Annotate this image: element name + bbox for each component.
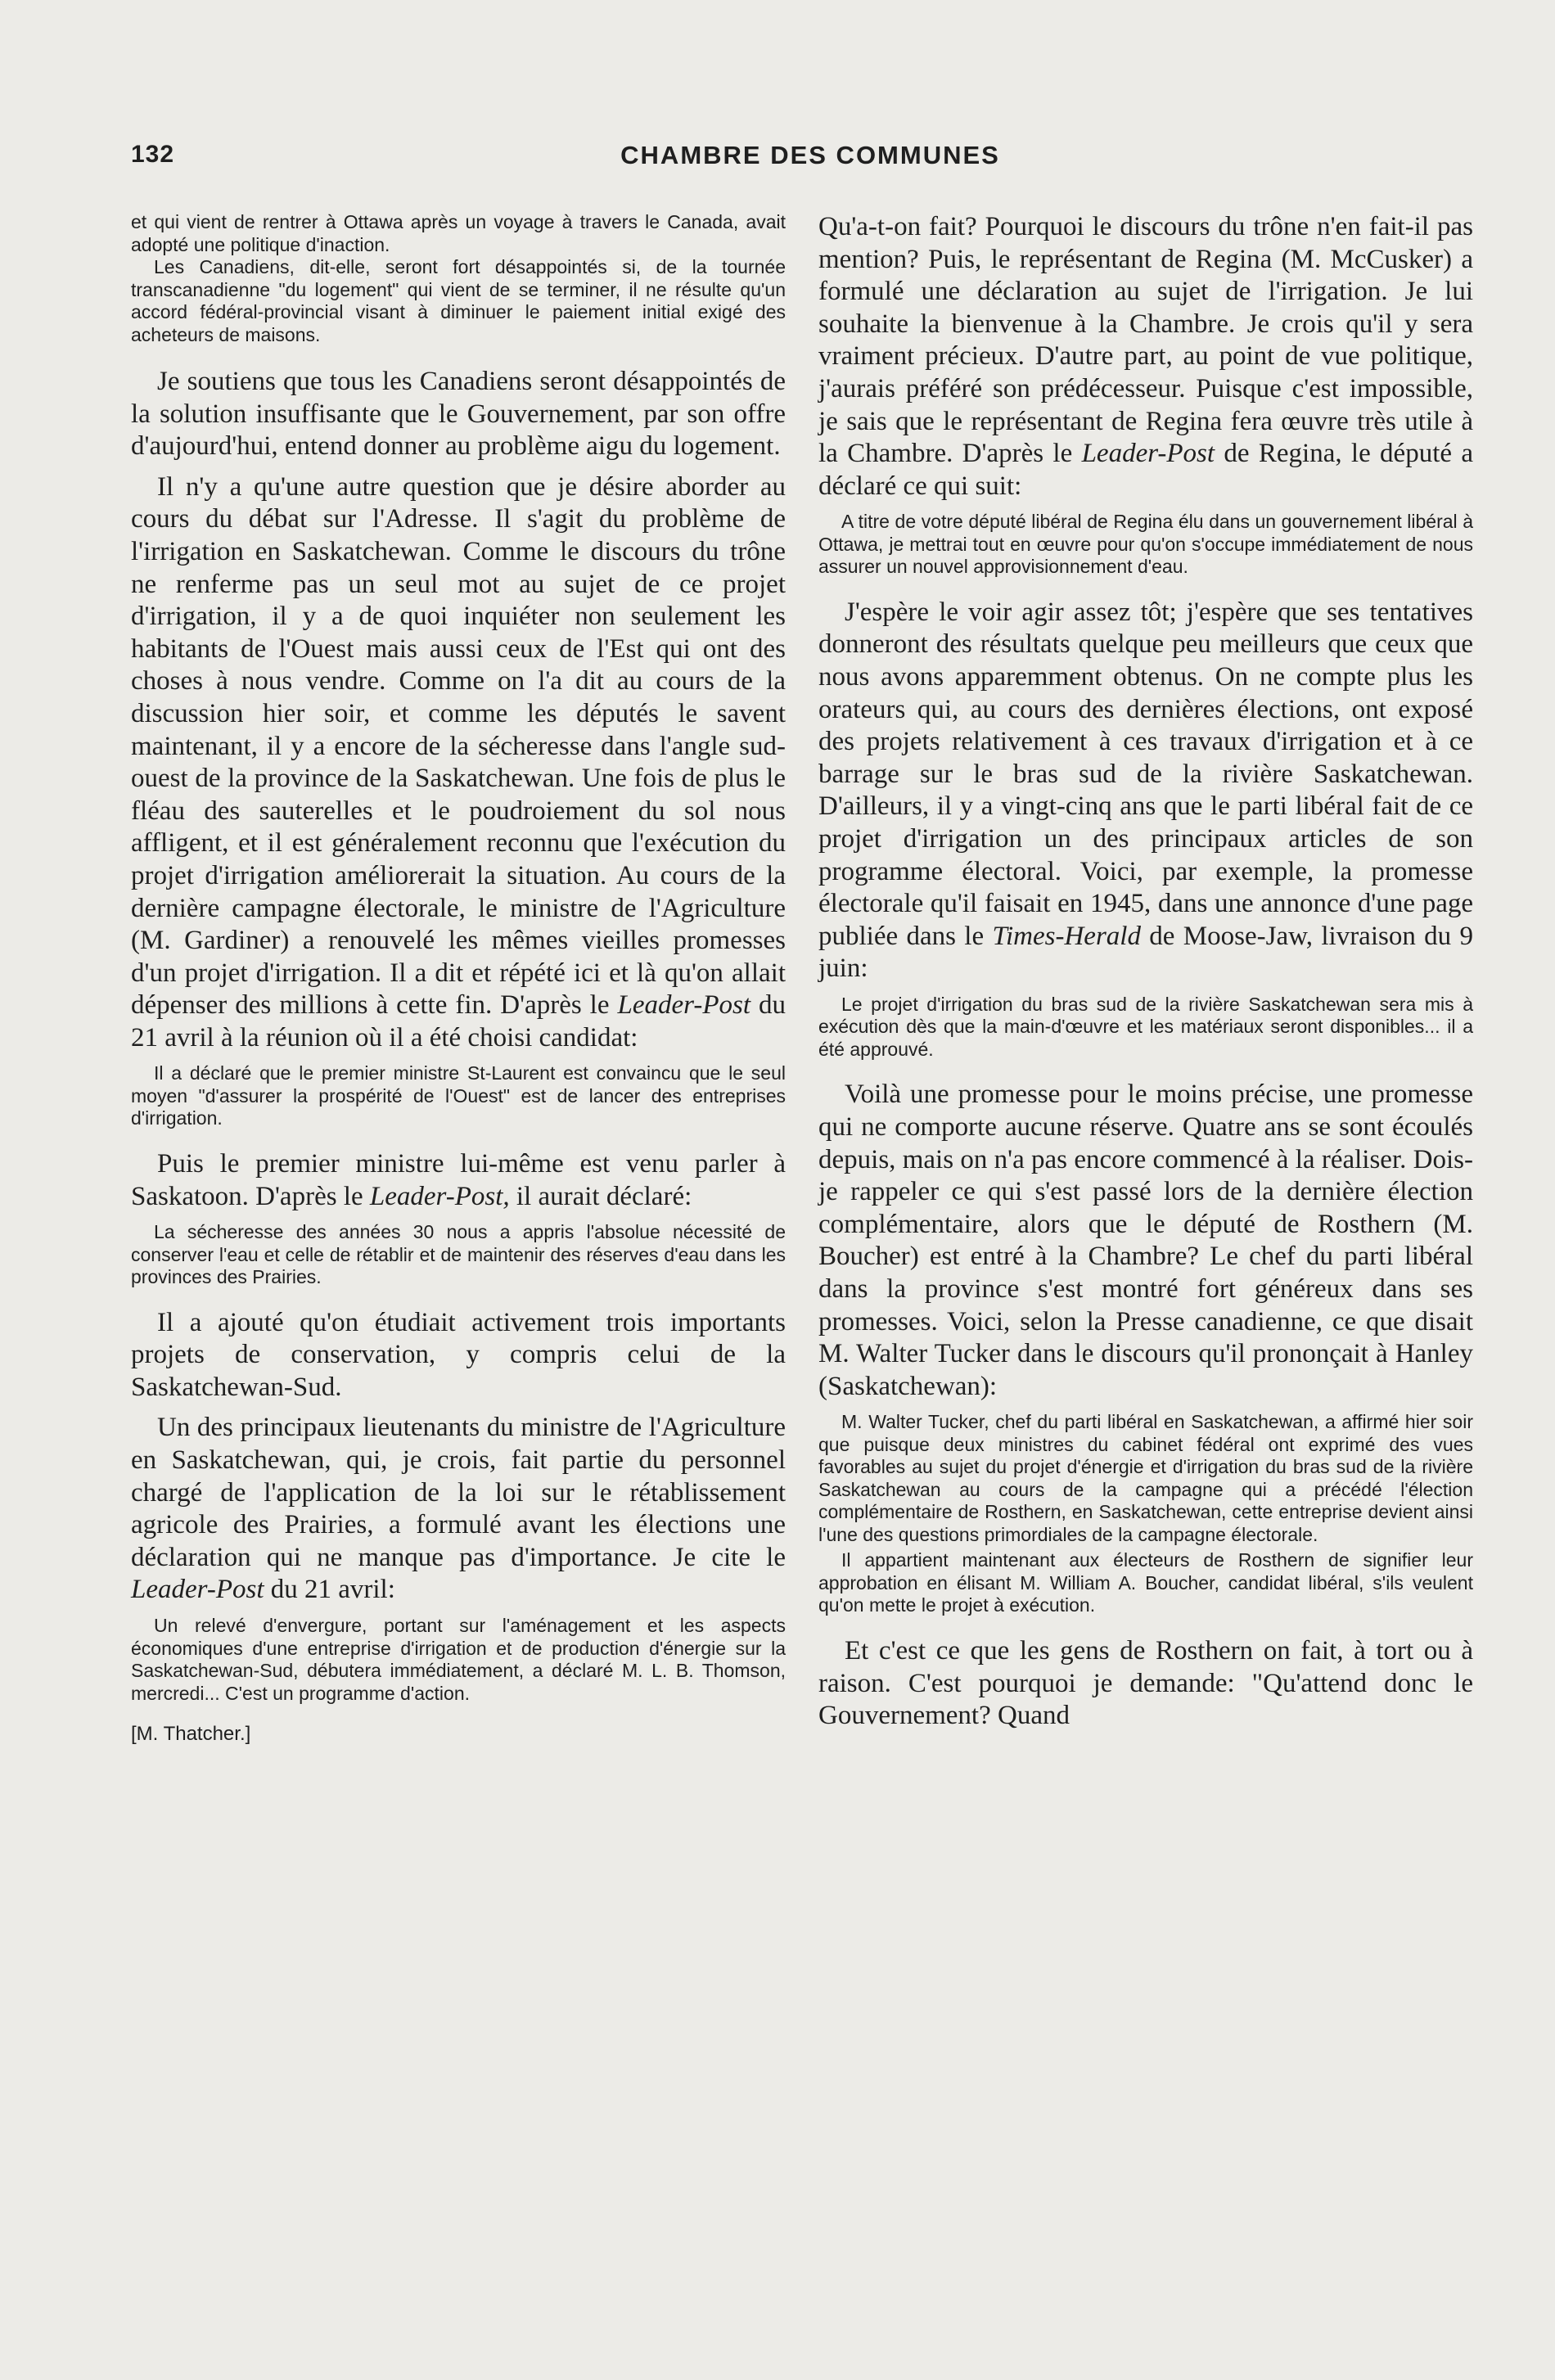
quote-paragraph: Un relevé d'envergure, portant sur l'aménagement et les aspects économiques d'une entreprise d'irrigation et de production d'énergie sur la Saskatchewan-Sud, débutera immédiatement, a déclaré M. L. B. Thomson, mercredi... C'est un programme d'action. (131, 1615, 786, 1704)
text-run: de Moose-Jaw, livraison du 9 juin: (818, 921, 1474, 984)
left-column (131, 211, 786, 1746)
quote-paragraph: Le projet d'irrigation du bras sud de la rivière Saskatchewan sera mis à exécution dès que la main-d'œuvre et les matériaux seront disponibles... il a été approuvé. (818, 993, 1473, 1060)
quote-paragraph: A titre de votre député libéral de Regina élu dans un gouvernement libéral à Ottawa, je mettrai tout en œuvre pour qu'on s'occupe immédiatement de nous assurer un nouvel approvisionnement d'eau. (818, 511, 1473, 578)
body-paragraph-irrigation (131, 471, 786, 1055)
body-paragraph (818, 597, 1473, 985)
quote-block (818, 1411, 1473, 1617)
quote-block (131, 1221, 786, 1289)
text-run: il aurait déclaré: (516, 1181, 692, 1211)
quote-continuation: et qui vient de rentrer à Ottawa après un voyage à travers le Canada, avait adopté une politique d'inaction. (131, 211, 786, 255)
running-head: CHAMBRE DES COMMUNES (620, 141, 1000, 169)
newspaper-title: Leader-Post (617, 990, 750, 1021)
text-run: Il n'y a qu'une autre question que je désire aborder au cours du débat sur l'Adresse. Il s'agit du problème de l'irrigation en Saskatchewan. Comme le discours du trône ne renferme pas un seul mot au sujet de ce projet d'irrigation, il y a de quoi inquiéter non seulement les habitants de l'Ouest mais aussi ceux de l'Est qui ont des choses à nous vendre. Comme on l'a dit au cours de la discussion hier soir, et comme les députés le savent maintenant, il y a encore de la sécheresse dans l'angle sud-ouest de la province de la Saskatchewan. Une fois de plus le fléau des sauterelles et le poudroiement du sol nous affligent, et il est généralement reconnu que l'exécution du projet d'irrigation améliorerait la situation. Au cours de la dernière campagne électorale, le ministre de l'Agriculture (M. Gardiner) a renouvelé les mêmes vieilles promesses d'un projet d'irrigation. Il a dit et répété ici et là qu'on allait dépenser des millions à cette fin. D'après le (131, 471, 786, 1021)
page-number: 132 (131, 141, 175, 168)
body-paragraph (131, 1412, 786, 1607)
quote-paragraph: Il appartient maintenant aux électeurs de Rosthern de signifier leur approbation en élisant M. William A. Boucher, candidat libéral, s'ils veulent qu'on mette le projet à exécution. (818, 1549, 1473, 1616)
text-run: du 21 avril: (270, 1575, 395, 1605)
quote-block (131, 1062, 786, 1130)
quote-block (818, 511, 1473, 579)
quote-paragraph: Il a déclaré que le premier ministre St-Laurent est convaincu que le seul moyen "d'assurer la prospérité de l'Ouest" est de lancer des entreprises d'irrigation. (131, 1062, 786, 1129)
newspaper-title: Leader-Post (131, 1575, 264, 1605)
newspaper-title: Times-Herald (992, 921, 1141, 951)
body-paragraph (131, 1148, 786, 1213)
text-run: Puis le premier ministre lui-même est venu parler à Saskatoon. D'après le (131, 1148, 786, 1211)
quote-paragraph: La sécheresse des années 30 nous a appris l'absolue nécessité de conserver l'eau et celle de rétablir et de maintenir des réserves d'eau dans les provinces des Prairies. (131, 1221, 786, 1288)
quote-block (818, 994, 1473, 1062)
body-paragraph: Et c'est ce que les gens de Rosthern on fait, à tort ou à raison. C'est pourquoi je demande: "Qu'attend donc le Gouvernement? Quand (818, 1635, 1473, 1731)
text-run: du 21 avril à la réunion où il a été choisi candidat: (131, 990, 786, 1053)
body-paragraph (818, 211, 1473, 503)
newspaper-title: Leader-Post, (369, 1181, 510, 1211)
body-paragraph: Voilà une promesse pour le moins précise, une promesse qui ne comporte aucune réserve. Quatre ans se sont écoulés depuis, mais on n'a pas encore commencé à la réaliser. Dois-je rappeler ce qui s'est passé lors de la dernière élection complémentaire, alors que le député de Rosthern (M. Boucher) est entré à la Chambre? Le chef du parti libéral dans la province s'est montré fort généreux dans ses promesses. Voici, selon la Presse canadienne, ce que disait M. Walter Tucker dans le discours qu'il prononçait à Hanley (Saskatchewan): (818, 1080, 1473, 1401)
body-paragraph: Je soutiens que tous les Canadiens seront désappointés de la solution insuffisante que le Gouvernement, par son offre d'aujourd'hui, entend donner au problème aigu du logement. (131, 367, 786, 462)
text-run: Un des principaux lieutenants du ministre de l'Agriculture en Saskatchewan, qui, je crois, fait partie du personnel chargé de l'application de la loi sur le rétablissement agricole des Prairies, a formulé avant les élections une déclaration qui ne manque pas d'importance. Je cite le (131, 1413, 786, 1572)
text-run: J'espère le voir agir assez tôt; j'espère que ses tentatives donneront des résultats quelque peu meilleurs que ceux que nous avons apparemment obtenus. On ne compte plus les orateurs qui, au cours des dernières élections, ont exposé des projets relativement à ces travaux d'irrigation et à ce barrage sur le bras sud de la rivière Saskatchewan. D'ailleurs, il y a vingt-cinq ans que le parti libéral fait de ce projet d'irrigation un des principaux articles de son programme électoral. Voici, par exemple, la promesse électorale qu'il faisait en 1945, dans une annonce d'une page publiée dans le (818, 597, 1473, 951)
text-run: Qu'a-t-on fait? Pourquoi le discours du trône n'en fait-il pas mention? Puis, le représentant de Regina (M. McCusker) a formulé une déclaration au sujet de l'irrigation. Je lui souhaite la bienvenue à la Chambre. Je crois qu'il y sera vraiment précieux. D'autre part, au point de vue politique, j'aurais préféré son prédécesseur. Puisque c'est impossible, je sais que le représentant de Regina fera œuvre très utile à la Chambre. D'après le (818, 212, 1473, 469)
quote-paragraph: M. Walter Tucker, chef du parti libéral en Saskatchewan, a affirmé hier soir que puisque deux ministres du cabinet fédéral ont exprimé des vues favorables au sujet du projet d'énergie et d'irrigation du bras sud de la rivière Saskatchewan au cours de la campagne qui a précédé l'élection complémentaire de Rosthern, en Saskatchewan, cette entreprise devient ainsi l'une des questions primordiales de la campagne électorale. (818, 1411, 1473, 1545)
body-paragraph: Il a ajouté qu'on étudiait activement trois importants projets de conservation, y compris celui de la Saskatchewan-Sud. (131, 1307, 786, 1402)
text-run: de Regina, le député a déclaré ce qui suit: (818, 439, 1473, 501)
right-column (818, 211, 1473, 1741)
speaker-attribution: [M. Thatcher.] (131, 1723, 251, 1745)
quote-paragraph: Les Canadiens, dit-elle, seront fort désappointés si, de la tournée transcanadienne "du logement" qui vient de se terminer, il ne résulte qu'un accord fédéral-provincial visant à diminuer le paiement initial exigé des acheteurs de maisons. (131, 256, 786, 345)
page-header (131, 141, 1490, 182)
newspaper-title: Leader-Post (1081, 439, 1215, 469)
quote-block (131, 1615, 786, 1705)
opening-quote (131, 211, 786, 346)
